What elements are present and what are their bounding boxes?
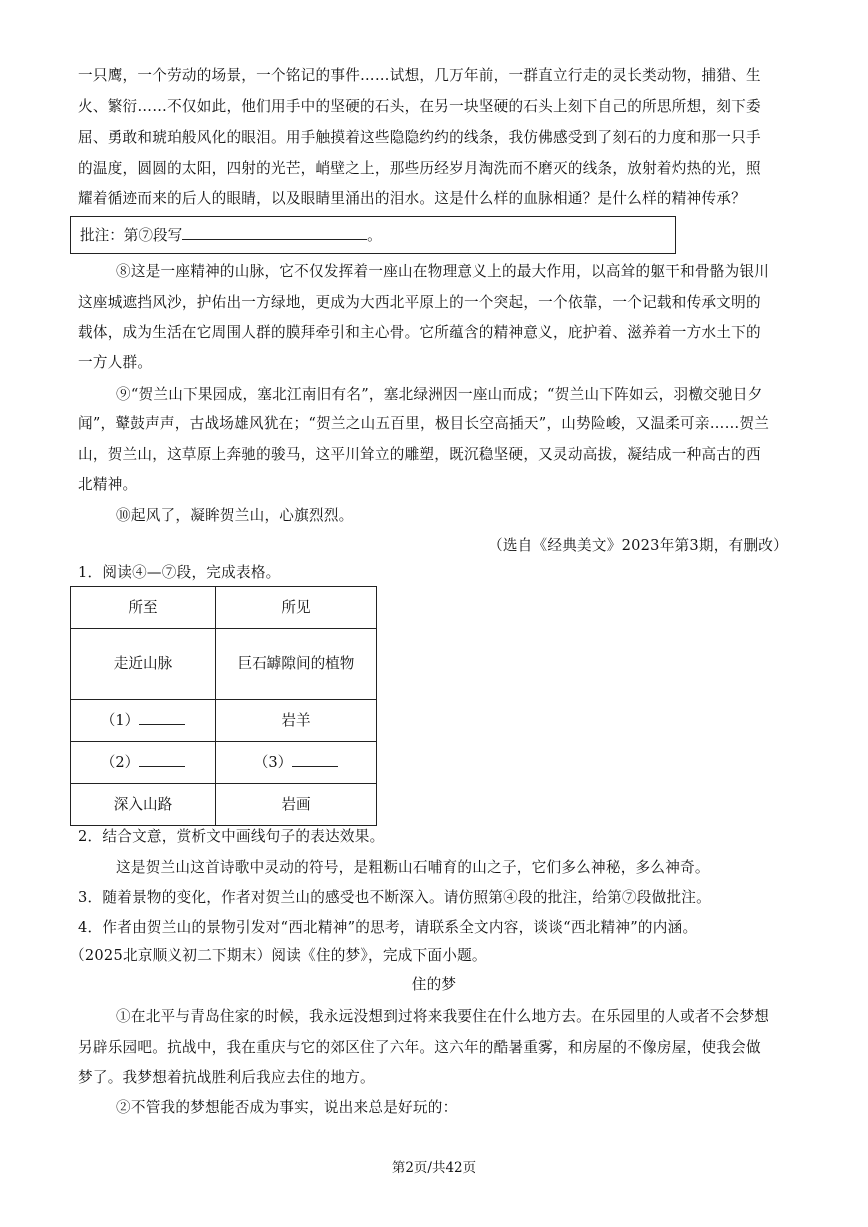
table-cell[interactable] [71,742,216,784]
table-blank[interactable] [139,710,185,725]
para10: ⑩起风了，凝眸贺兰山，心旗烈烈。 [116,507,354,524]
table-header: 所见 [216,587,377,629]
underlined-sentence: 这是贺兰山这首诗歌中灵动的符号，是粗粝山石哺育的山之子，它们多么神秘，多么神奇。 [116,859,710,876]
table-blank[interactable] [292,752,338,767]
annotation-box [70,216,676,254]
para9-line: 山，贺兰山，这草原上奔驰的骏马，这平川耸立的雕塑，既沉稳坚硬，又灵动高拔，凝结成一种高古的西 [78,446,761,463]
table-cell: 岩羊 [216,700,377,742]
section-intro: （2025北京顺义初二下期末）阅读《住的梦》，完成下面小题。 [70,947,487,964]
source-citation: （选自《经典美文》2023年第3期，有删改） [487,537,788,554]
text-line: 的温度，圆圆的太阳，四射的光芒，峭壁之上，那些历经岁月淘洗而不磨灭的线条，放射着灼热的光，照 [78,160,761,177]
annotation-blank[interactable] [182,225,367,240]
question-3: 3．随着景物的变化，作者对贺兰山的感受也不断深入。请仿照第④段的批注，给第⑦段做批注。 [78,889,711,906]
table-cell-text: （1） [100,711,140,729]
table-cell-text: （3） [253,753,293,771]
question-4: 4．作者由贺兰山的景物引发对“西北精神”的思考，请联系全文内容，谈谈“西北精神”的内涵。 [78,919,698,936]
table-cell [216,629,377,700]
article-title: 住的梦 [411,976,457,993]
text-line: 火、繁衍……不仅如此，他们用手中的坚硬的石头，在另一块坚硬的石头上刻下自己的所思所想，刻下委 [78,98,761,115]
table-cell: 深入山路 [71,784,216,826]
para9-line: 闻”，鼙鼓声声，古战场雄风犹在；“贺兰之山五百里，极目长空高插天”，山势险峻，又温柔可亲……贺兰 [78,415,770,432]
para8-line: ⑧这是一座精神的山脉，它不仅发挥着一座山在物理意义上的最大作用，以高耸的躯干和骨骼为银川 [116,263,770,280]
para8-line: 载体，成为生活在它周围人群的膜拜牵引和主心骨。它所蕴含的精神意义，庇护着、滋养着一方水土下的 [78,324,761,341]
table-cell-text: 巨石罅隙间的植物 [237,655,355,672]
question-2: 2．结合文意，赏析文中画线句子的表达效果。 [78,828,385,845]
article-line: 梦了。我梦想着抗战胜利后我应去住的地方。 [78,1069,375,1086]
text-line: 耀着循迹而来的后人的眼睛，以及眼睛里涌出的泪水。这是什么样的血脉相通？是什么样的精神传承？ [78,190,746,207]
annotation-suffix: 。 [367,227,382,244]
question-1: 1．阅读④—⑦段，完成表格。 [78,564,281,581]
article-line: ①在北平与青岛住家的时候，我永远没想到过将来我要住在什么地方去。在乐园里的人或者不会梦想 [116,1008,770,1025]
table-cell[interactable] [216,742,377,784]
table-cell: 走近山脉 [71,629,216,700]
page-footer: 第2页/共42页 [391,1160,477,1176]
annotation-prefix: 批注：第⑦段写 [80,227,183,244]
text-line: 屈、勇敢和琥珀般风化的眼泪。用手触摸着这些隐隐约约的线条，我仿佛感受到了刻石的力度和那一只手 [78,129,761,146]
table-cell: 岩画 [216,784,377,826]
para9-line: 北精神。 [78,476,138,493]
table-cell[interactable] [71,700,216,742]
text-line: 一只鹰，一个劳动的场景，一个铭记的事件……试想，几万年前，一群直立行走的灵长类动物，捕猎、生 [78,67,761,84]
table-blank[interactable] [139,752,185,767]
para9-line: ⑨“贺兰山下果园成，塞北江南旧有名”，塞北绿洲因一座山而成；“贺兰山下阵如云，羽檄交驰日夕 [116,386,763,403]
table-cell-text: （2） [100,753,140,771]
para8-line: 这座城遮挡风沙，护佑出一方绿地，更成为大西北平原上的一个突起，一个依靠，一个记载和传承文明的 [78,294,761,311]
article-line: 另辟乐园吧。抗战中，我在重庆与它的郊区住了六年。这六年的酷暑重雾，和房屋的不像房屋，使我会做 [78,1039,761,1056]
article-line: ②不管我的梦想能否成为事实，说出来总是好玩的： [116,1099,458,1116]
answer-table [70,586,377,826]
para8-line: 一方人群。 [78,354,153,371]
table-header: 所至 [71,587,216,629]
